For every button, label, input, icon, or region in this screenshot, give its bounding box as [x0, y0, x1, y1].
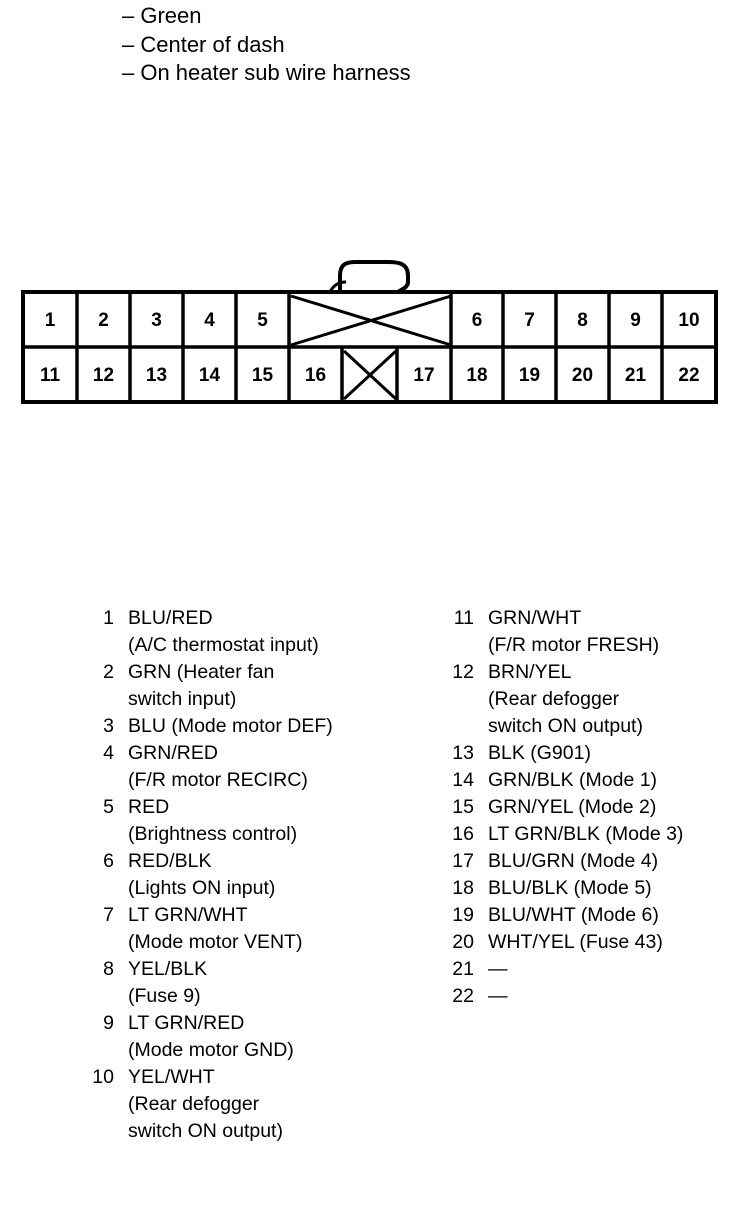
pin-description: BLU/BLK (Mode 5) [488, 877, 652, 899]
pin-entry [84, 659, 333, 713]
pin-entry [444, 740, 683, 767]
pin-entry [444, 821, 683, 848]
pin-number: 2 [103, 661, 114, 683]
pin-number: 14 [452, 769, 474, 791]
pin-list-left [84, 605, 333, 1145]
pin-entry [84, 713, 333, 740]
pin-entry [84, 902, 333, 956]
connector-pin-label: 4 [204, 310, 215, 331]
pin-description: WHT/YEL (Fuse 43) [488, 931, 663, 953]
pin-description: LT GRN/WHT (Mode motor VENT) [128, 904, 303, 953]
pin-description: GRN/YEL (Mode 2) [488, 796, 657, 818]
pin-description: RED/BLK (Lights ON input) [128, 850, 276, 899]
pin-entry [444, 983, 683, 1010]
connector-pin-label: 21 [624, 365, 647, 386]
connector-face-diagram [0, 0, 752, 420]
pin-description: YEL/BLK (Fuse 9) [128, 958, 208, 1007]
connector-pin-label: 14 [198, 365, 221, 386]
pin-number: 17 [452, 850, 474, 872]
pin-description: BLU/RED (A/C thermostat input) [128, 607, 319, 656]
pin-entry [444, 902, 683, 929]
pin-entry [84, 848, 333, 902]
pin-number: 8 [103, 958, 114, 980]
pin-description: BLU/GRN (Mode 4) [488, 850, 659, 872]
pin-number: 22 [452, 985, 474, 1007]
pin-entry [84, 740, 333, 794]
connector-pin-label: 8 [577, 310, 588, 331]
pin-number: 13 [452, 742, 474, 764]
pin-number: 18 [452, 877, 474, 899]
pin-number: 5 [103, 796, 114, 818]
pin-entry [444, 848, 683, 875]
connector-pin-label: 17 [413, 365, 435, 386]
pin-number: 15 [452, 796, 474, 818]
pin-number: 3 [103, 715, 114, 737]
connector-pin-label: 15 [251, 365, 274, 386]
connector-color-line: – Green [122, 3, 202, 28]
connector-pin-label: 7 [524, 310, 535, 331]
pin-entry [84, 605, 333, 659]
pin-description: — [488, 958, 508, 980]
connector-location-line: – Center of dash [122, 31, 285, 57]
pin-number: 1 [103, 607, 114, 629]
connector-pin-label: 1 [44, 310, 56, 331]
pin-number: 6 [103, 850, 114, 872]
pin-description: GRN/RED (F/R motor RECIRC) [128, 742, 308, 791]
pin-entry [444, 767, 683, 794]
connector-pin-label: 3 [151, 310, 162, 331]
pin-entry [444, 956, 683, 983]
pin-description: BLK (G901) [488, 742, 591, 764]
pin-number: 19 [452, 904, 474, 926]
pin-entry [84, 1064, 333, 1145]
connector-pin-label: 10 [678, 310, 700, 331]
pin-number: 7 [103, 904, 114, 926]
pin-number: 4 [103, 742, 114, 764]
connector-pin-label: 12 [92, 365, 115, 386]
connector-pin-label: 9 [630, 310, 641, 331]
connector-pin-label: 20 [571, 365, 594, 386]
pin-entry [84, 794, 333, 848]
pin-number: 21 [452, 958, 474, 980]
connector-pin-label: 6 [471, 310, 483, 331]
connector-pin-label: 11 [39, 365, 61, 386]
pin-number: 12 [452, 661, 474, 683]
connector-pin-label: 5 [257, 310, 268, 331]
connector-harness-line: – On heater sub wire harness [122, 60, 411, 85]
connector-pin-label: 16 [304, 365, 327, 386]
pin-list-right [444, 605, 683, 1010]
pin-entry [444, 605, 683, 659]
connector-pin-label: 18 [466, 365, 488, 386]
pin-description: — [488, 985, 508, 1007]
pin-description: LT GRN/BLK (Mode 3) [488, 823, 684, 845]
pin-entry [444, 929, 683, 956]
connector-pin-label: 22 [678, 365, 700, 386]
pin-number: 11 [453, 607, 474, 629]
pin-number: 9 [103, 1012, 114, 1034]
pin-description: BLU (Mode motor DEF) [128, 715, 333, 737]
pin-description: RED (Brightness control) [128, 796, 298, 845]
pin-entry [84, 1010, 333, 1064]
connector-pin-label: 19 [518, 365, 541, 386]
pin-description: GRN (Heater fan switch input) [128, 661, 275, 710]
pin-description: YEL/WHT (Rear defogger switch ON output) [128, 1066, 283, 1142]
connector-pin-label: 13 [145, 365, 168, 386]
pin-entry [444, 875, 683, 902]
pin-entry [444, 659, 683, 740]
pin-number: 16 [452, 823, 474, 845]
pin-entry [84, 956, 333, 1010]
pin-number: 20 [452, 931, 474, 953]
connector-pin-label: 2 [98, 310, 109, 331]
pin-entry [444, 794, 683, 821]
pin-description: GRN/BLK (Mode 1) [488, 769, 658, 791]
pin-description: BLU/WHT (Mode 6) [488, 904, 659, 926]
connector-lock-tab [340, 262, 408, 292]
pin-description: BRN/YEL (Rear defogger switch ON output) [488, 661, 643, 737]
pin-description: LT GRN/RED (Mode motor GND) [128, 1012, 294, 1061]
pin-number: 10 [92, 1066, 114, 1088]
pin-description: GRN/WHT (F/R motor FRESH) [488, 607, 660, 656]
